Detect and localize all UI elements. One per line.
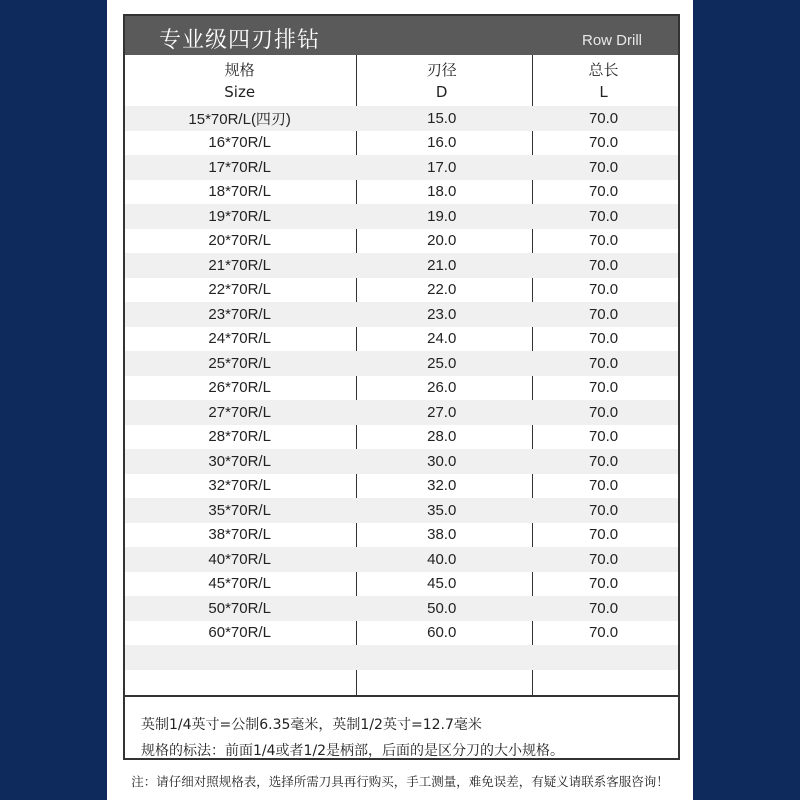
spec-table	[125, 55, 678, 695]
length-cell: 70.0	[588, 403, 619, 421]
size-cell: 17*70R/L	[208, 158, 271, 176]
table-row	[125, 229, 678, 254]
diameter-cell: 32.0	[427, 477, 457, 495]
size-cell: 50*70R/L	[208, 599, 271, 617]
length-cell: 70.0	[588, 232, 619, 250]
diameter-cell: 20.0	[427, 232, 457, 250]
length-cell: 70.0	[588, 354, 619, 372]
size-cell: 32*70R/L	[208, 477, 271, 495]
footer-disclaimer: 注：请仔细对照规格表，选择所需刀具再行购买，手工测量，难免误差，有疑义请联系客服咨询！	[131, 774, 669, 789]
title-bar	[125, 16, 678, 55]
diameter-cell: 27.0	[427, 403, 457, 421]
table-row	[125, 400, 678, 425]
length-cell: 70.0	[588, 526, 619, 544]
size-cell: 28*70R/L	[208, 428, 271, 446]
diameter-cell: 23.0	[427, 305, 457, 323]
size-cell: 15*70R/L(四刃)	[188, 110, 291, 128]
size-cell: 26*70R/L	[208, 379, 271, 397]
length-cell: 70.0	[588, 501, 619, 519]
table-row	[125, 621, 678, 646]
length-cell: 70.0	[588, 256, 619, 274]
size-cell: 35*70R/L	[208, 501, 271, 519]
note-spec-format: 规格的标法：前面1/4或者1/2是柄部，后面的是区分刀的大小规格。	[141, 743, 565, 759]
table-row	[125, 106, 678, 131]
diameter-cell: 17.0	[427, 158, 457, 176]
diameter-cell: 24.0	[427, 330, 457, 348]
empty-row	[125, 645, 678, 670]
table-row	[125, 425, 678, 450]
spec-table-frame	[123, 14, 680, 760]
column-header-length-cn: 总长	[588, 60, 619, 79]
length-cell: 70.0	[588, 158, 619, 176]
table-row	[125, 155, 678, 180]
diameter-cell: 18.0	[427, 183, 457, 201]
diameter-cell: 60.0	[427, 624, 457, 642]
diameter-cell: 35.0	[427, 501, 457, 519]
length-cell: 70.0	[588, 379, 619, 397]
title-chinese: 专业级四刃排钻	[159, 28, 321, 53]
length-cell: 70.0	[588, 281, 619, 299]
table-row	[125, 351, 678, 376]
note-inch-conversion: 英制1/4英寸=公制6.35毫米，英制1/2英寸=12.7毫米	[141, 717, 482, 733]
notes-section	[125, 695, 678, 758]
table-row	[125, 180, 678, 205]
table-row	[125, 131, 678, 156]
title-english: Row Drill	[582, 32, 642, 49]
diameter-cell: 30.0	[427, 452, 457, 470]
length-cell: 70.0	[588, 207, 619, 225]
size-cell: 30*70R/L	[208, 452, 271, 470]
table-row	[125, 523, 678, 548]
table-row	[125, 449, 678, 474]
table-row	[125, 376, 678, 401]
length-cell: 70.0	[588, 477, 619, 495]
spec-sheet	[107, 0, 693, 800]
diameter-cell: 50.0	[427, 599, 457, 617]
size-cell: 60*70R/L	[208, 624, 271, 642]
size-cell: 16*70R/L	[208, 134, 271, 152]
header-row-cn	[125, 57, 678, 82]
size-cell: 24*70R/L	[208, 330, 271, 348]
length-cell: 70.0	[588, 452, 619, 470]
header-row-en	[125, 80, 678, 105]
length-cell: 70.0	[588, 109, 619, 127]
diameter-cell: 28.0	[427, 428, 457, 446]
length-cell: 70.0	[588, 624, 619, 642]
table-row	[125, 498, 678, 523]
table-row	[125, 596, 678, 621]
diameter-cell: 25.0	[427, 354, 457, 372]
diameter-cell: 40.0	[427, 550, 457, 568]
size-cell: 22*70R/L	[208, 281, 271, 299]
diameter-cell: 21.0	[427, 256, 457, 274]
table-row	[125, 327, 678, 352]
table-row	[125, 572, 678, 597]
empty-row	[125, 670, 678, 695]
column-header-diameter-en: D	[435, 83, 448, 102]
diameter-cell: 26.0	[427, 379, 457, 397]
length-cell: 70.0	[588, 134, 619, 152]
table-row	[125, 278, 678, 303]
size-cell: 25*70R/L	[208, 354, 271, 372]
diameter-cell: 15.0	[427, 109, 457, 127]
size-cell: 23*70R/L	[208, 305, 271, 323]
size-cell: 27*70R/L	[208, 403, 271, 421]
length-cell: 70.0	[588, 330, 619, 348]
size-cell: 18*70R/L	[208, 183, 271, 201]
column-header-diameter-cn: 刃径	[426, 60, 457, 79]
diameter-cell: 38.0	[427, 526, 457, 544]
size-cell: 19*70R/L	[208, 207, 271, 225]
column-header-size-en: Size	[224, 83, 256, 102]
table-row	[125, 547, 678, 572]
size-cell: 40*70R/L	[208, 550, 271, 568]
table-row	[125, 302, 678, 327]
column-header-size-cn: 规格	[224, 60, 255, 79]
table-row	[125, 474, 678, 499]
length-cell: 70.0	[588, 550, 619, 568]
length-cell: 70.0	[588, 428, 619, 446]
length-cell: 70.0	[588, 599, 619, 617]
size-cell: 38*70R/L	[208, 526, 271, 544]
diameter-cell: 16.0	[427, 134, 457, 152]
diameter-cell: 19.0	[427, 207, 457, 225]
diameter-cell: 22.0	[427, 281, 457, 299]
length-cell: 70.0	[588, 183, 619, 201]
diameter-cell: 45.0	[427, 575, 457, 593]
column-header-length-en: L	[599, 83, 608, 102]
size-cell: 45*70R/L	[208, 575, 271, 593]
table-row	[125, 204, 678, 229]
table-row	[125, 253, 678, 278]
length-cell: 70.0	[588, 575, 619, 593]
size-cell: 20*70R/L	[208, 232, 271, 250]
size-cell: 21*70R/L	[208, 256, 271, 274]
length-cell: 70.0	[588, 305, 619, 323]
